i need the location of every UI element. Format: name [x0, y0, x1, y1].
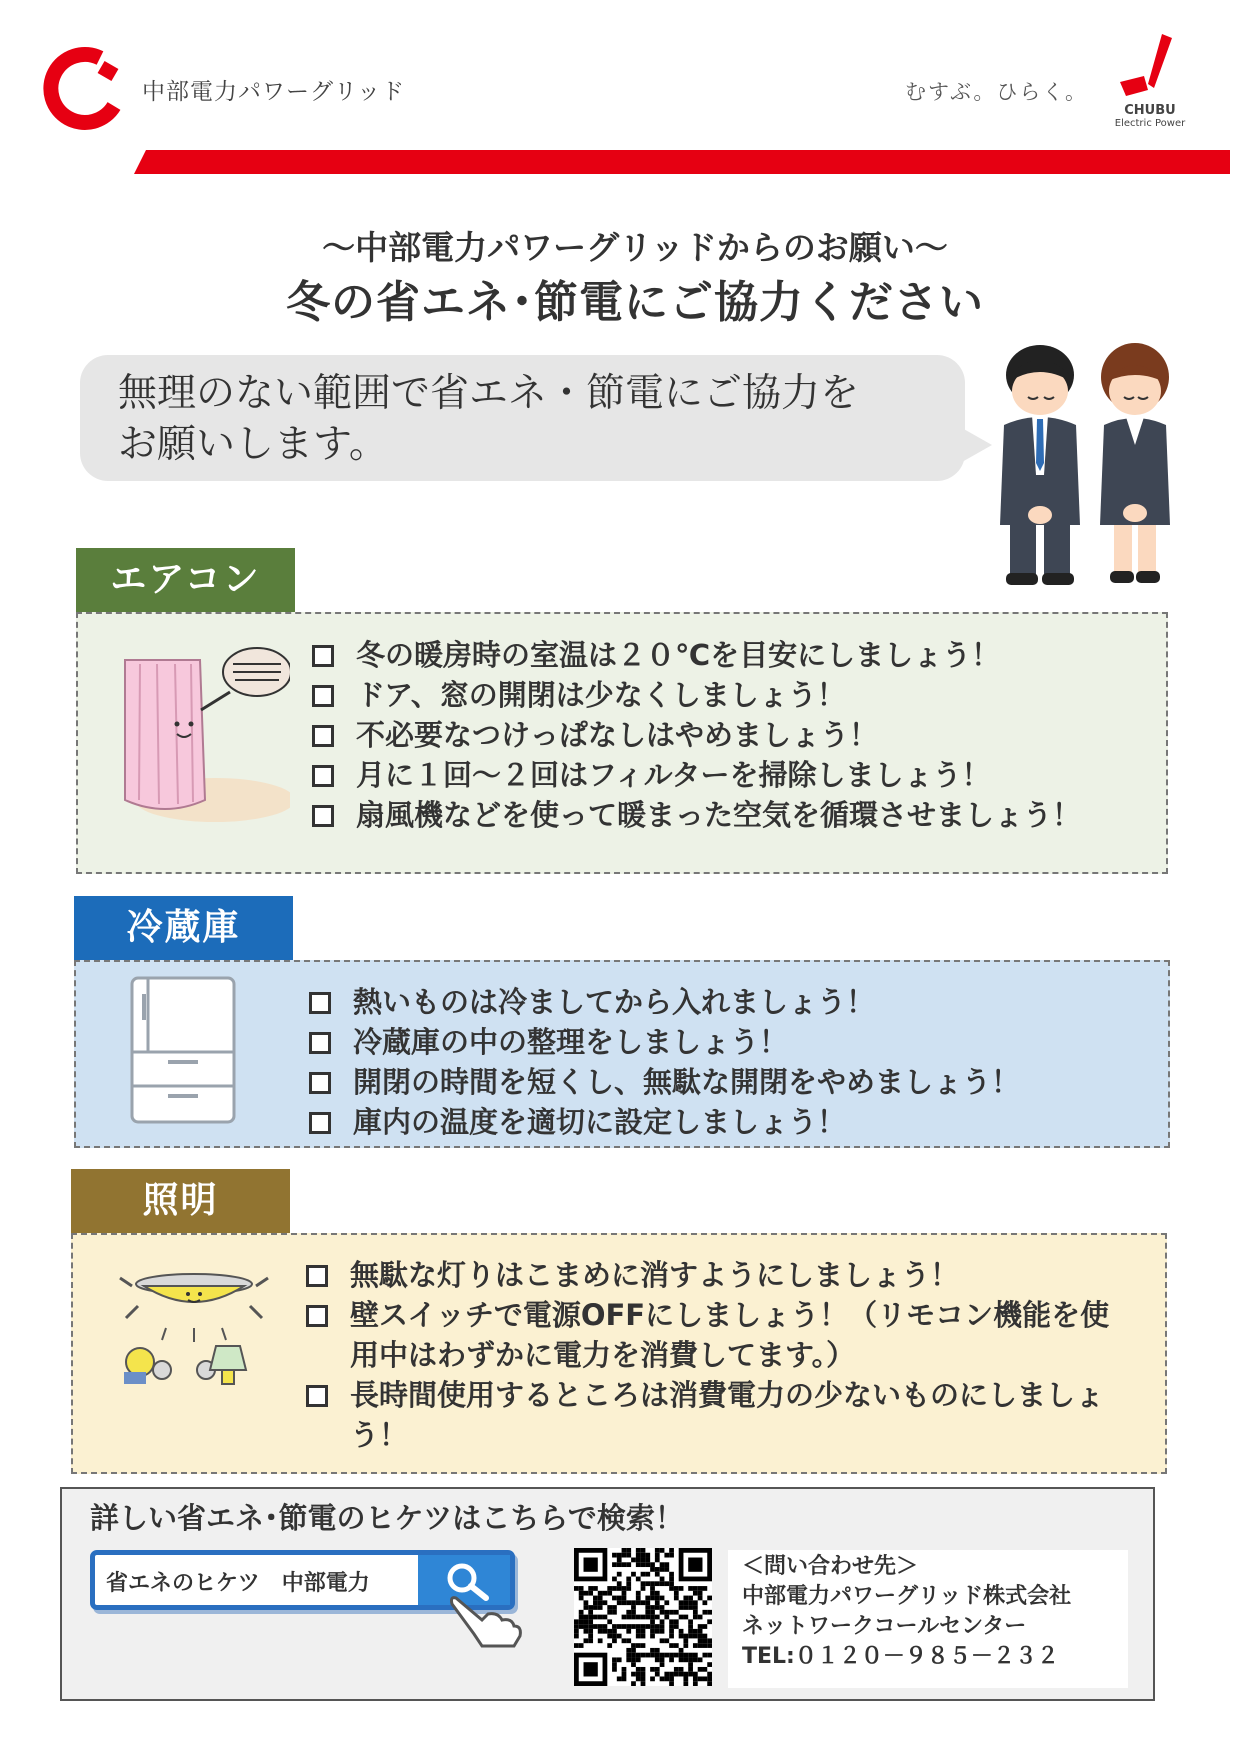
page-subtitle: ～中部電力パワーグリッドからのお願い～	[322, 228, 948, 267]
list-item	[306, 1255, 1136, 1295]
checkbox-icon	[309, 1032, 331, 1054]
checkbox-icon	[312, 685, 334, 707]
contact-tel[interactable]: TEL:０１２０－９８５－２３２	[742, 1644, 1059, 1669]
refrigerator-icon	[128, 974, 238, 1126]
tip-text: ドア、窓の開閉は少なくしましょう！	[356, 678, 846, 712]
bowing-staff-icon	[990, 335, 1190, 595]
qr-code-icon	[574, 1548, 712, 1686]
checkbox-icon	[306, 1385, 328, 1407]
list-item	[309, 1102, 1149, 1142]
tip-text: 壁スイッチで電源OFFにしましょう！（リモコン機能を使用中はわずかに電力を消費してます。）	[350, 1298, 1110, 1372]
aircon-tips-list	[312, 635, 1152, 835]
brand-name: 中部電力パワーグリッド	[142, 79, 406, 105]
header-divider	[0, 150, 1240, 176]
contact-center: ネットワークコールセンター	[742, 1614, 1027, 1639]
checkbox-icon	[306, 1305, 328, 1327]
footer-headline: 詳しい省エネ･節電のヒケツはこちらで検索！	[90, 1501, 684, 1535]
qr-code[interactable]	[574, 1548, 712, 1686]
list-item	[309, 982, 1149, 1022]
tip-text: 扇風機などを使って暖まった空気を循環させましょう！	[356, 798, 1082, 832]
section-tab-light: 照明	[71, 1169, 290, 1233]
pointing-hand-icon	[448, 1590, 526, 1650]
chubu-logo-icon	[1110, 30, 1190, 102]
bubble-text	[118, 368, 938, 470]
ceiling-light-icon	[110, 1262, 275, 1392]
contact-company: 中部電力パワーグリッド株式会社	[742, 1584, 1072, 1609]
list-item	[312, 635, 1152, 675]
light-tips-list	[306, 1255, 1136, 1455]
section-tab-fridge: 冷蔵庫	[74, 896, 293, 960]
checkbox-icon	[309, 992, 331, 1014]
checkbox-icon	[309, 1112, 331, 1134]
bubble-line-1: 無理のない範囲で省エネ・節電にご協力を	[118, 371, 860, 416]
checkbox-icon	[312, 725, 334, 747]
tip-text: 熱いものは冷ましてから入れましょう！	[353, 985, 876, 1019]
page-title: 冬の省エネ･節電にご協力ください	[286, 277, 984, 328]
list-item	[306, 1375, 1136, 1455]
chubu-name: CHUBU	[1124, 103, 1176, 118]
contact-label: ＜問い合わせ先＞	[742, 1554, 919, 1579]
search-query: 省エネのヒケツ 中部電力	[106, 1571, 370, 1596]
tip-text: 長時間使用するところは消費電力の少ないものにしましょう！	[350, 1378, 1105, 1452]
tip-text: 無駄な灯りはこまめに消すようにしましょう！	[350, 1258, 960, 1292]
company-logo-icon	[40, 46, 126, 132]
tip-text: 開閉の時間を短くし、無駄な開閉をやめましょう！	[353, 1065, 1021, 1099]
section-tab-aircon: エアコン	[76, 548, 295, 612]
list-item	[312, 675, 1152, 715]
fridge-tips-list	[309, 982, 1149, 1142]
tagline: むすぶ。ひらく。	[905, 80, 1088, 104]
list-item	[312, 715, 1152, 755]
tip-text: 不必要なつけっぱなしはやめましょう！	[356, 718, 879, 752]
chubu-subname: Electric Power	[1114, 118, 1186, 129]
checkbox-icon	[312, 645, 334, 667]
bubble-line-2: お願いします。	[118, 422, 388, 467]
list-item	[306, 1295, 1136, 1375]
list-item	[309, 1062, 1149, 1102]
curtain-aircon-icon	[105, 640, 290, 830]
tip-text: 冬の暖房時の室温は２０℃を目安にしましょう！	[356, 638, 1001, 672]
speech-bubble-tail	[962, 428, 992, 462]
checkbox-icon	[306, 1265, 328, 1287]
list-item	[309, 1022, 1149, 1062]
tip-text: 冷蔵庫の中の整理をしましょう！	[353, 1025, 789, 1059]
list-item	[312, 755, 1152, 795]
tip-text: 月に１回～２回はフィルターを掃除しましょう！	[356, 758, 991, 792]
checkbox-icon	[312, 805, 334, 827]
checkbox-icon	[312, 765, 334, 787]
checkbox-icon	[309, 1072, 331, 1094]
list-item	[312, 795, 1152, 835]
tip-text: 庫内の温度を適切に設定しましょう！	[353, 1105, 847, 1139]
